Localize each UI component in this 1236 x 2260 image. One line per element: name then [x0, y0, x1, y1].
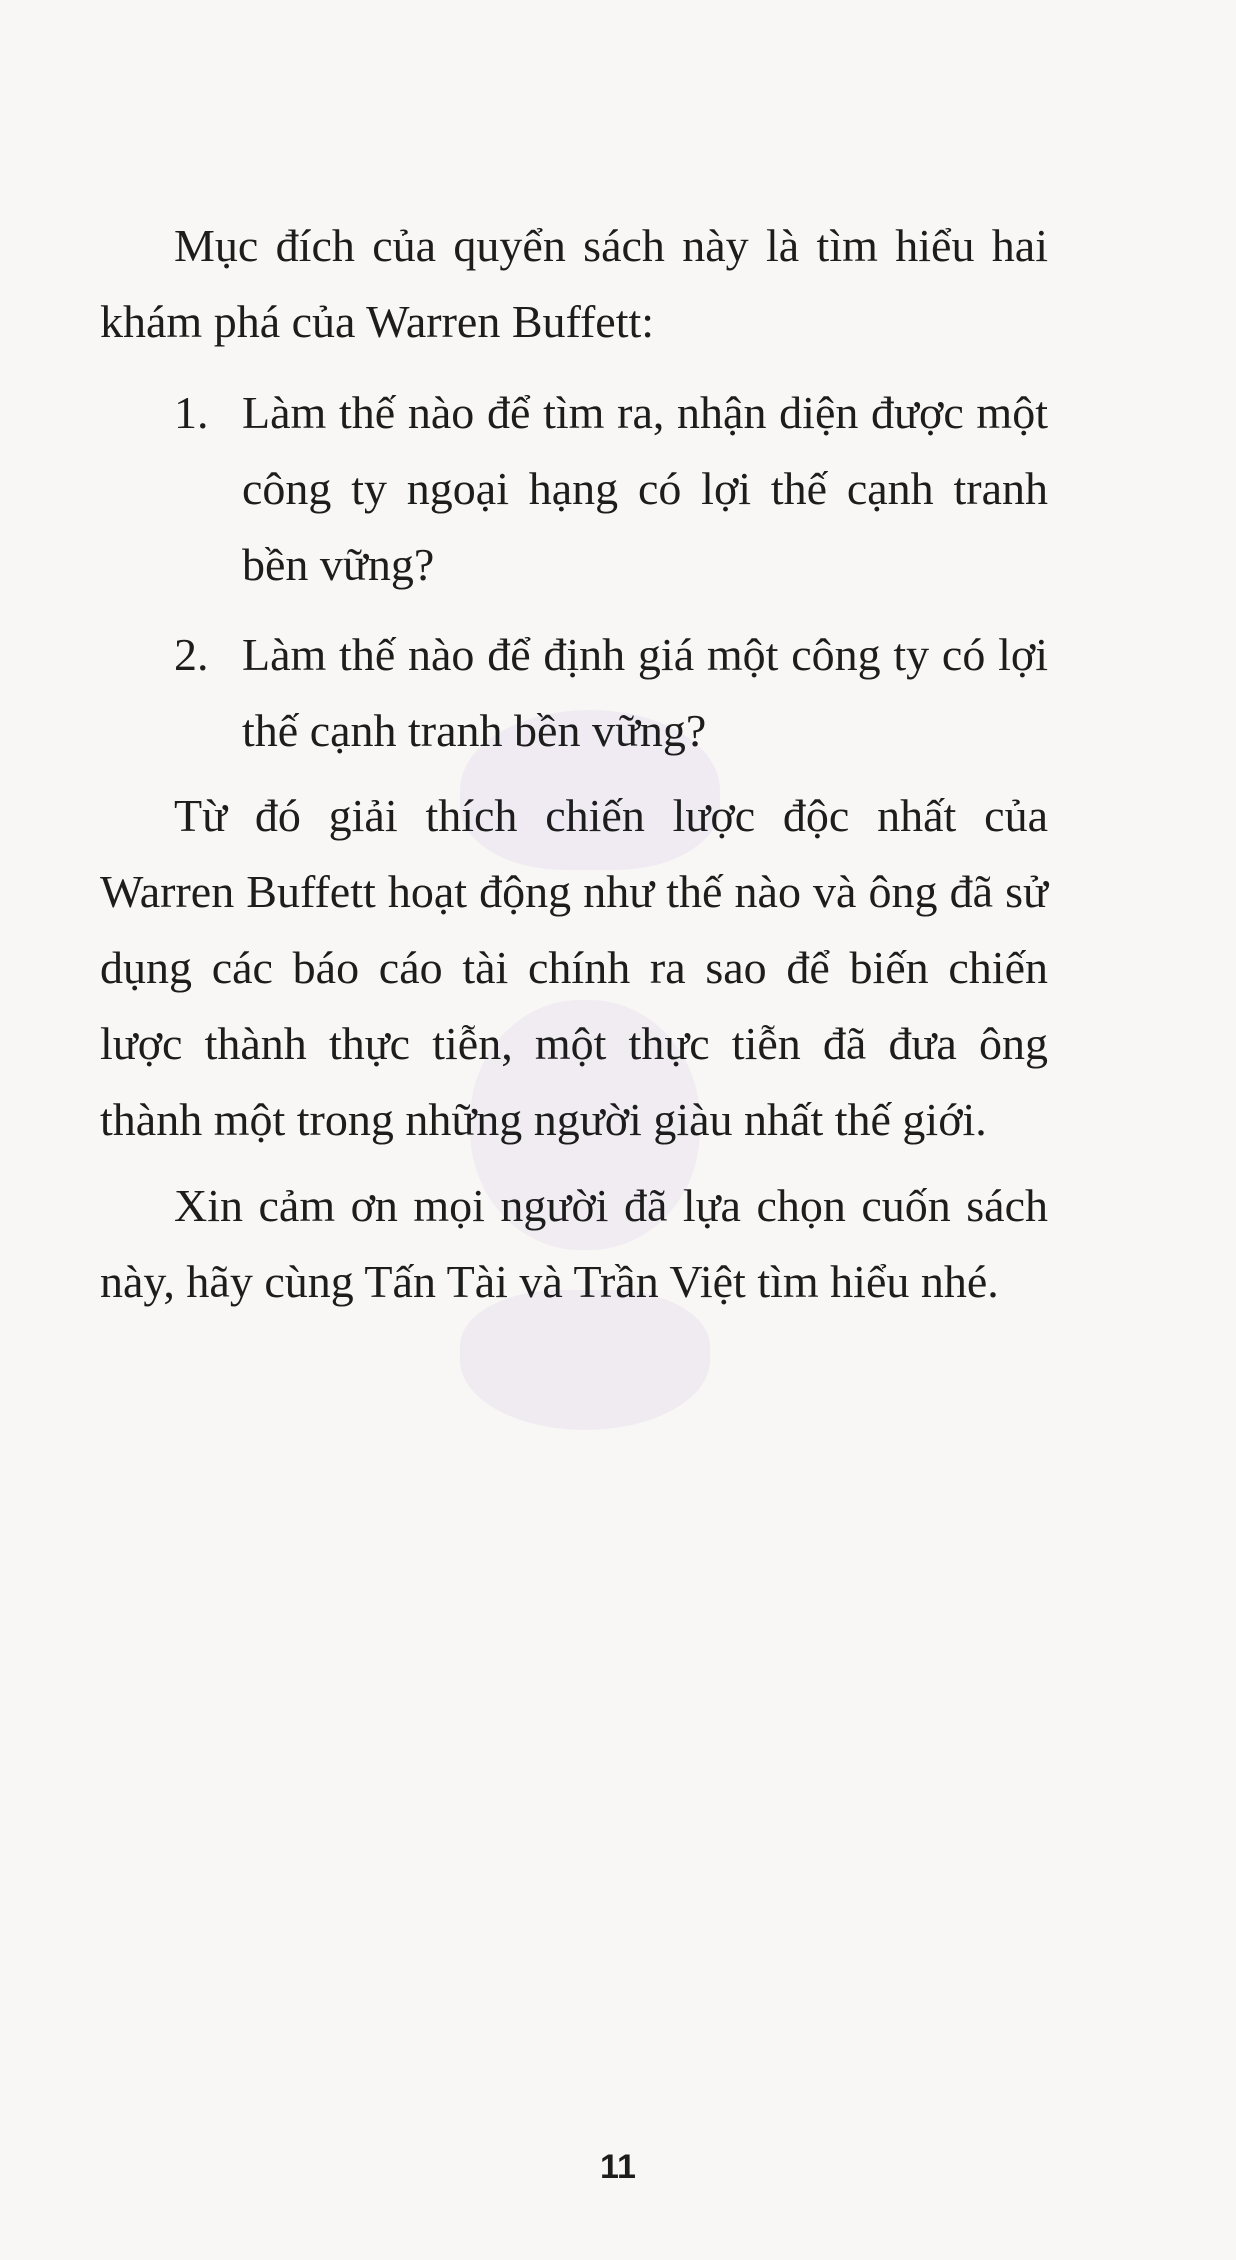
intro-paragraph [100, 208, 1048, 360]
list-text: Làm thế nào để định giá một công ty có lợi thế cạnh tranh bền vững? [242, 629, 1048, 756]
thanks-text: Xin cảm ơn mọi người đã lựa chọn cuốn sách này, hãy cùng Tấn Tài và Trần Việt tìm hiểu nhé. [100, 1180, 1048, 1307]
explanation-paragraph [100, 778, 1048, 1158]
list-item [100, 617, 1048, 769]
list-number: 1. [174, 387, 209, 438]
thanks-paragraph [100, 1168, 1048, 1320]
list-item [100, 375, 1048, 603]
question-list-item-2 [100, 617, 1048, 769]
list-text: Làm thế nào để tìm ra, nhận diện được một công ty ngoại hạng có lợi thế cạnh tranh bền vững? [242, 387, 1048, 590]
list-number: 2. [174, 629, 209, 680]
intro-text: Mục đích của quyển sách này là tìm hiểu hai khám phá của Warren Buffett: [100, 220, 1048, 347]
question-list-item-1 [100, 375, 1048, 603]
explanation-text: Từ đó giải thích chiến lược độc nhất của Warren Buffett hoạt động như thế nào và ông đã sử dụng các báo cáo tài chính ra sao để biến chiến lược thành thực tiễn, một thực tiễn đã đưa ông thành một trong những người giàu nhất thế giới. [100, 790, 1048, 1145]
page-number: 11 [600, 2148, 636, 2186]
